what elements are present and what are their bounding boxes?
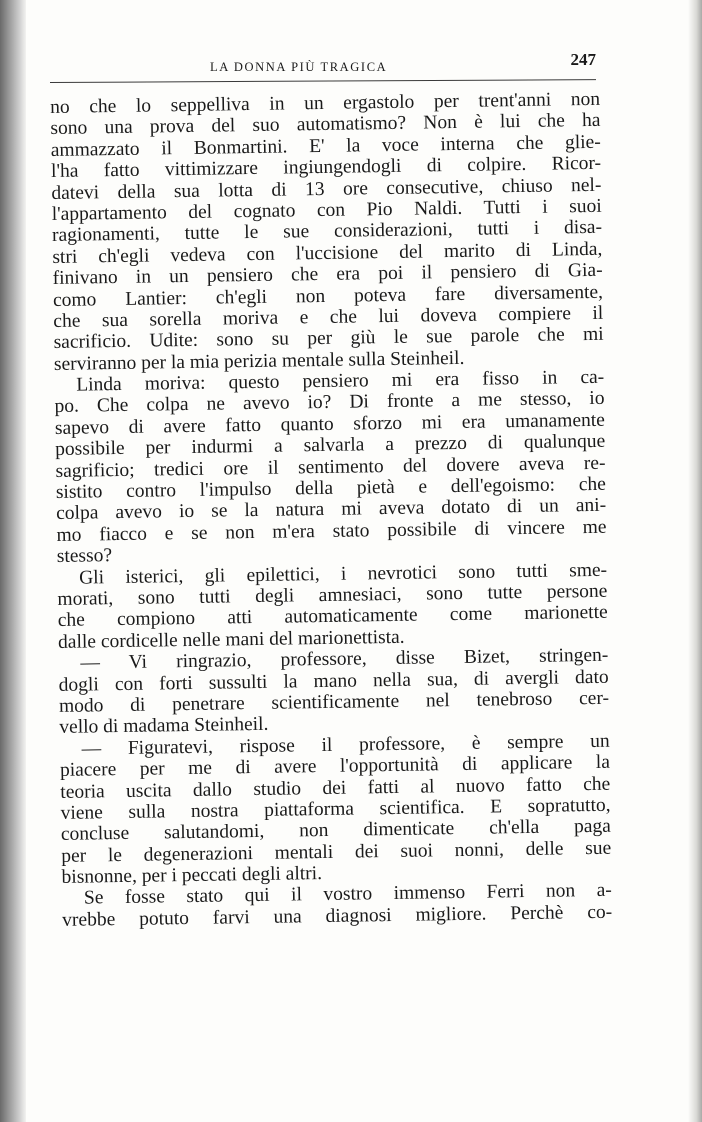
text-line: dogli con forti sussulti la mano nella sua, di avergli dato [58,666,609,696]
text-line: teoria uscita dallo studio dei fatti al nuovo fatto che [60,773,611,803]
text-line: piacere per me di avere l'opportunità di applicare la [59,751,611,782]
text-line: che sua sorella moriva e che lui doveva compiere il [53,302,604,332]
text-line: stesso? [56,545,113,568]
text-line: mo fiacco e se non m'era stato possibile di vincere me [56,516,607,546]
running-head: LA DONNA PIÙ TRAGICA [210,60,388,74]
header-rule [50,79,596,83]
text-line: viene sulla nostra piattaforma scientifica. E sopratutto, [60,794,611,824]
text-line: — Figuratevi, rispose il professore, è sempre un [81,730,610,760]
text-line: stri ch'egli vedeva con l'uccisione del marito di Linda, [52,238,603,268]
text-line: bisnonne, per i peccati degli altri. [61,863,323,888]
text-line: morati, sono tutti degli amnesiaci, sono tutte persone [57,580,608,610]
book-spine-shadow [0,0,26,1122]
text-line: datevi della sua lotta di 13 ore consecutive, chiuso nel- [51,174,602,204]
text-line: no che lo seppelliva in un ergastolo per trent'anni non [50,88,601,118]
text-line: serviranno per la mia perizia mentale sulla Steinheil. [53,347,465,375]
page-edge-shadow [688,0,702,1122]
text-line: sagrificio; tredici ore il sentimento del dovere aveva re- [55,452,606,482]
text-line: vrebbe potuto farvi una diagnosi migliore. Perchè co- [62,901,613,931]
text-line: vello di madama Steinheil. [59,714,269,739]
text-line: Linda moriva: questo pensiero mi era fisso in ca- [76,366,605,396]
page-header [60,50,600,78]
text-line: ammazzato il Bonmartini. E' la voce interna che glie- [50,131,601,161]
text-line: Se fosse stato qui il vostro immenso Ferri non a- [83,880,612,910]
text-line: l'ha fatto vittimizzare ingiungendogli di colpire. Ricor- [50,153,602,183]
text-line: per le degenerazioni mentali dei suoi nonni, delle sue [61,837,612,867]
text-line: ragionamenti, tutte le sue considerazioni, tutti i disa- [51,217,603,247]
text-line: che compiono atti automaticamente come marionette [57,602,608,632]
text-line: po. Che colpa ne avevo io? Di fronte a me stesso, io [54,388,605,418]
body-text [50,89,612,931]
text-line: sacrificio. Udite: sono su per giù le sue parole che mi [53,324,604,354]
text-line: modo di penetrare scientificamente nel tenebroso cer- [58,687,610,717]
text-line: finivano in un pensiero che era poi il pensiero di Gia- [52,259,603,290]
text-line: sono una prova del suo automatismo? Non è lui che ha [50,110,601,140]
text-line: sapevo di avere fatto quanto sforzo mi era umanamente [54,409,606,439]
text-line: possibile per indurmi a salvarla a prezzo di qualunque [55,431,606,461]
text-line: Gli isterici, gli epilettici, i nevrotici sono tutti sme- [78,559,608,589]
text-line: l'appartamento del cognato con Pio Naldi. Tutti i suoi [51,195,602,225]
text-line: dalle cordicelle nelle mani del marionettista. [57,626,405,653]
text-line: — Vi ringrazio, professore, disse Bizet, stringen- [80,644,609,674]
text-line: sistito contro l'impulso della pietà e dell'egoismo: che [55,473,606,503]
text-line: como Lantier: ch'egli non poteva fare diversamente, [52,281,604,311]
text-line: colpa avevo io se la natura mi aveva dotato di un ani- [56,495,607,525]
text-line: concluse salutandomi, non dimenticate ch'ella paga [60,816,612,846]
page-number: 247 [570,50,596,69]
